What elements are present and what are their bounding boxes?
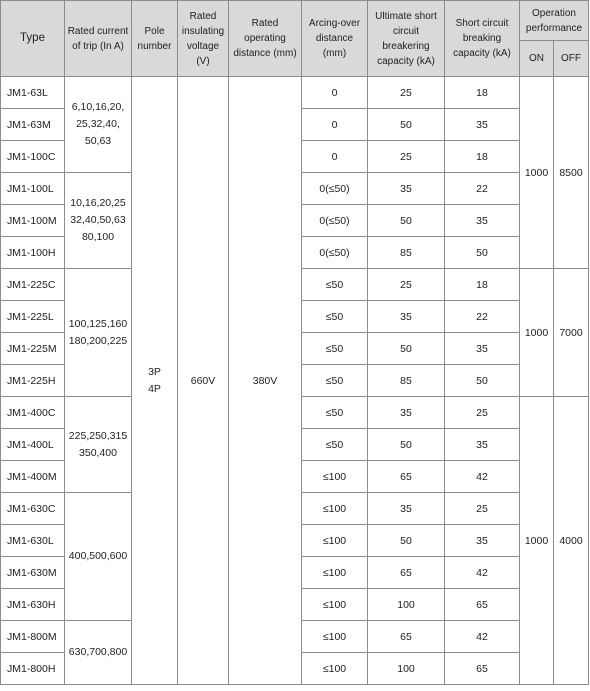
header-rated-current: Rated current of trip (In A) [65,1,132,77]
rated-current-line: 32,40,50,63 [70,214,126,226]
arcing-cell: ≤100 [302,653,368,685]
ultimate-capacity-cell: 50 [368,333,445,365]
type-cell: JM1-100C [1,141,65,173]
rated-current-cell [65,493,132,621]
ultimate-capacity-cell: 50 [368,429,445,461]
type-cell: JM1-400M [1,461,65,493]
performance-off-cell: 7000 [554,269,589,397]
header-rated-operating-distance: Rated operating distance (mm) [229,1,302,77]
rated-current-cell [65,173,132,269]
arcing-cell: ≤100 [302,589,368,621]
rated-current-cell [65,397,132,493]
ultimate-capacity-cell: 65 [368,621,445,653]
ultimate-capacity-cell: 35 [368,301,445,333]
type-cell: JM1-63L [1,77,65,109]
performance-off-cell: 4000 [554,397,589,685]
rated-current-cell [65,77,132,173]
arcing-cell: 0(≤50) [302,205,368,237]
ultimate-capacity-cell: 50 [368,525,445,557]
insulating-voltage-cell: 660V [178,77,229,685]
arcing-cell: 0 [302,109,368,141]
short-capacity-cell: 18 [445,141,520,173]
header-operation-performance: Operation performance [520,1,589,41]
arcing-cell: ≤50 [302,365,368,397]
short-capacity-cell: 50 [445,237,520,269]
short-capacity-cell: 35 [445,205,520,237]
table-body [1,77,589,685]
type-cell: JM1-225M [1,333,65,365]
ultimate-capacity-cell: 85 [368,237,445,269]
type-cell: JM1-225L [1,301,65,333]
ultimate-capacity-cell: 25 [368,269,445,301]
type-cell: JM1-630M [1,557,65,589]
ultimate-capacity-cell: 65 [368,461,445,493]
header-rated-insulating-voltage: Rated insulating voltage (V) [178,1,229,77]
ultimate-capacity-cell: 25 [368,141,445,173]
rated-current-line: 10,16,20,25 [70,197,126,209]
ultimate-capacity-cell: 85 [368,365,445,397]
table-row [1,77,589,109]
arcing-cell: ≤100 [302,461,368,493]
type-cell: JM1-100H [1,237,65,269]
short-capacity-cell: 50 [445,365,520,397]
short-capacity-cell: 25 [445,493,520,525]
rated-current-cell [65,621,132,685]
rated-current-line: 630,700,800 [68,646,128,658]
header-arcing-over-distance: Arcing-over distance (mm) [302,1,368,77]
arcing-cell: ≤100 [302,525,368,557]
rated-current-line: 225,250,315 [68,429,128,442]
arcing-cell: 0(≤50) [302,173,368,205]
header-on: ON [520,41,554,77]
arcing-cell: ≤100 [302,621,368,653]
header-short-breaking-capacity: Short circuit breaking capacity (kA) [445,1,520,77]
short-capacity-cell: 35 [445,333,520,365]
rated-current-line: 100,125,160 [68,317,128,330]
rated-current-line: 25,32,40, [76,118,120,130]
type-cell: JM1-630C [1,493,65,525]
arcing-cell: ≤50 [302,397,368,429]
pole-line: 3P [148,365,161,378]
type-cell: JM1-63M [1,109,65,141]
performance-on-cell: 1000 [520,269,554,397]
rated-current-line: 50,63 [84,135,112,147]
operating-voltage-cell: 380V [229,77,302,685]
arcing-cell: ≤100 [302,557,368,589]
arcing-cell: ≤50 [302,269,368,301]
type-cell: JM1-100L [1,173,65,205]
performance-off-cell: 8500 [554,77,589,269]
rated-current-line: 80,100 [81,231,115,243]
performance-on-cell: 1000 [520,77,554,269]
ultimate-capacity-cell: 25 [368,77,445,109]
short-capacity-cell: 22 [445,173,520,205]
type-cell: JM1-800M [1,621,65,653]
short-capacity-cell: 35 [445,525,520,557]
header-pole-number: Pole number [132,1,178,77]
rated-current-line: 180,200,225 [68,334,128,347]
arcing-cell: 0 [302,141,368,173]
rated-current-line: 350,400 [79,446,117,459]
rated-current-cell [65,269,132,397]
short-capacity-cell: 42 [445,461,520,493]
short-capacity-cell: 35 [445,429,520,461]
arcing-cell: ≤100 [302,493,368,525]
type-cell: JM1-800H [1,653,65,685]
header-off: OFF [554,41,589,77]
type-cell: JM1-400L [1,429,65,461]
short-capacity-cell: 42 [445,557,520,589]
performance-on-cell: 1000 [520,397,554,685]
ultimate-capacity-cell: 35 [368,173,445,205]
type-cell: JM1-630L [1,525,65,557]
ultimate-capacity-cell: 50 [368,109,445,141]
ultimate-capacity-cell: 35 [368,493,445,525]
arcing-cell: 0 [302,77,368,109]
header-type: Type [1,1,65,77]
type-cell: JM1-630H [1,589,65,621]
ultimate-capacity-cell: 100 [368,653,445,685]
arcing-cell: ≤50 [302,333,368,365]
pole-line: 4P [148,382,161,395]
short-capacity-cell: 22 [445,301,520,333]
short-capacity-cell: 65 [445,653,520,685]
ultimate-capacity-cell: 100 [368,589,445,621]
short-capacity-cell: 18 [445,77,520,109]
header-ultimate-breaking-capacity: Ultimate short circuit breakering capacity (kA) [368,1,445,77]
short-capacity-cell: 35 [445,109,520,141]
type-cell: JM1-225C [1,269,65,301]
arcing-cell: ≤50 [302,301,368,333]
rated-current-line: 400,500,600 [68,550,128,562]
short-capacity-cell: 25 [445,397,520,429]
arcing-cell: ≤50 [302,429,368,461]
ultimate-capacity-cell: 65 [368,557,445,589]
short-capacity-cell: 42 [445,621,520,653]
type-cell: JM1-100M [1,205,65,237]
table-header [1,1,589,77]
arcing-cell: 0(≤50) [302,237,368,269]
ultimate-capacity-cell: 50 [368,205,445,237]
type-cell: JM1-225H [1,365,65,397]
short-capacity-cell: 18 [445,269,520,301]
pole-number-cell [132,77,178,685]
ultimate-capacity-cell: 35 [368,397,445,429]
rated-current-line: 6,10,16,20, [71,101,125,113]
short-capacity-cell: 65 [445,589,520,621]
type-cell: JM1-400C [1,397,65,429]
